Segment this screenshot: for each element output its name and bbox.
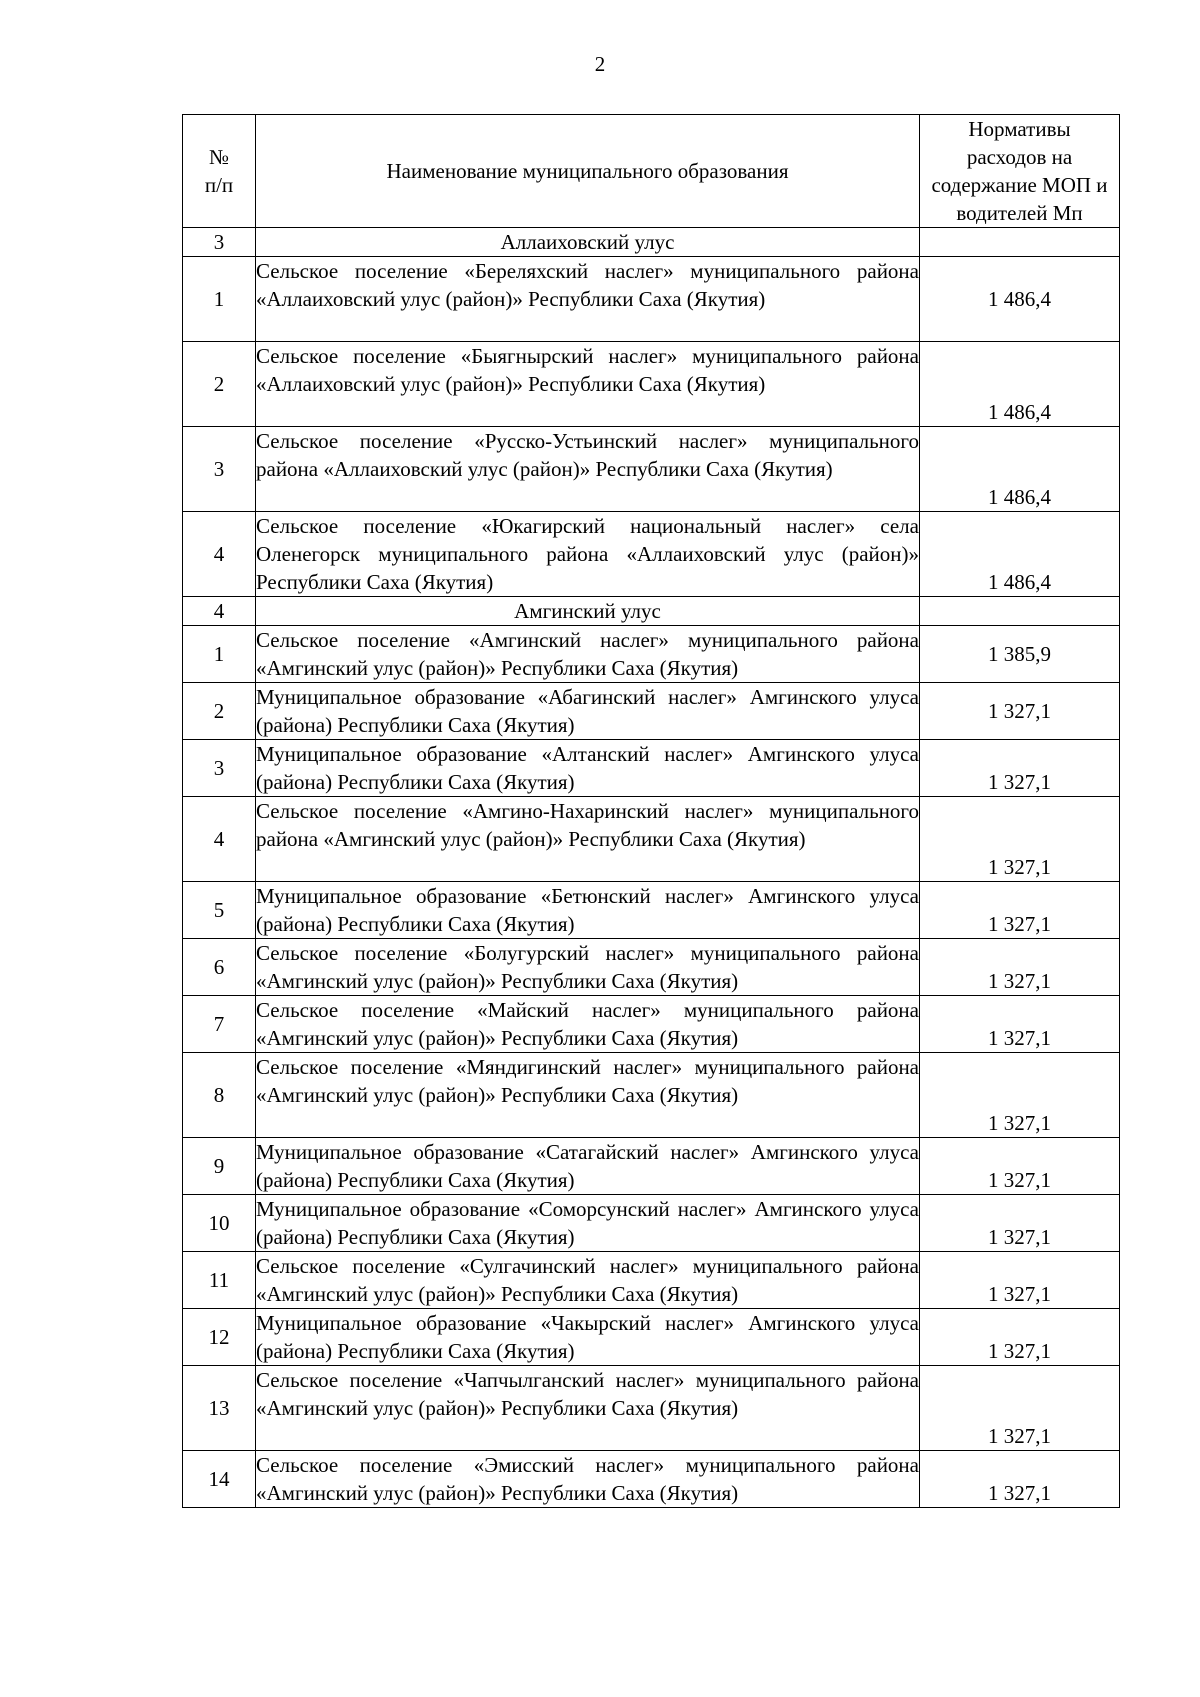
table-row: [183, 882, 1120, 939]
normatives-table: [182, 114, 1120, 1508]
row-number: 4: [183, 512, 256, 597]
table-row: [183, 1195, 1120, 1252]
row-name: Сельское поселение «Амгино-Нахаринский наслег» муниципального района «Амгинский улус (район)» Республики Саха (Якутия): [256, 797, 920, 882]
section-name: Амгинский улус: [256, 597, 920, 626]
row-name: Сельское поселение «Юкагирский национальный наслег» села Оленегорск муниципального района «Аллаиховский улус (район)» Республики Саха (Якутия): [256, 512, 920, 597]
table-row: [183, 427, 1120, 512]
header-norm: Нормативы расходов на содержание МОП и водителей Мп: [920, 115, 1120, 228]
row-number: 3: [183, 427, 256, 512]
row-value: 1 486,4: [920, 342, 1120, 427]
table-row: [183, 797, 1120, 882]
row-value: 1 486,4: [920, 257, 1120, 342]
table-row: [183, 1366, 1120, 1451]
section-row: [183, 597, 1120, 626]
row-value: 1 327,1: [920, 1053, 1120, 1138]
section-number: 3: [183, 228, 256, 257]
row-name: Муниципальное образование «Сатагайский наслег» Амгинского улуса (района) Республики Саха (Якутия): [256, 1138, 920, 1195]
table-row: [183, 1451, 1120, 1508]
row-value: 1 327,1: [920, 1451, 1120, 1508]
row-number: 9: [183, 1138, 256, 1195]
row-value: 1 486,4: [920, 512, 1120, 597]
row-value: 1 327,1: [920, 683, 1120, 740]
row-number: 8: [183, 1053, 256, 1138]
row-value: 1 327,1: [920, 1309, 1120, 1366]
row-name: Сельское поселение «Чапчылганский наслег» муниципального района «Амгинский улус (район)» Республики Саха (Якутия): [256, 1366, 920, 1451]
row-name: Муниципальное образование «Алтанский наслег» Амгинского улуса (района) Республики Саха (Якутия): [256, 740, 920, 797]
row-value: 1 327,1: [920, 740, 1120, 797]
row-value: 1 327,1: [920, 797, 1120, 882]
row-value: 1 327,1: [920, 1366, 1120, 1451]
row-name: Муниципальное образование «Соморсунский наслег» Амгинского улуса (района) Республики Саха (Якутия): [256, 1195, 920, 1252]
table-row: [183, 626, 1120, 683]
row-name: Муниципальное образование «Абагинский наслег» Амгинского улуса (района) Республики Саха (Якутия): [256, 683, 920, 740]
row-number: 5: [183, 882, 256, 939]
row-name: Муниципальное образование «Чакырский наслег» Амгинского улуса (района) Республики Саха (Якутия): [256, 1309, 920, 1366]
row-value: 1 385,9: [920, 626, 1120, 683]
section-number: 4: [183, 597, 256, 626]
row-value: 1 327,1: [920, 1252, 1120, 1309]
row-number: 1: [183, 257, 256, 342]
table-row: [183, 683, 1120, 740]
row-value: 1 327,1: [920, 1195, 1120, 1252]
page-number: 2: [594, 52, 606, 76]
row-number: 12: [183, 1309, 256, 1366]
row-value: 1 327,1: [920, 996, 1120, 1053]
table-row: [183, 1053, 1120, 1138]
table-row: [183, 1138, 1120, 1195]
table-header-row: [183, 115, 1120, 228]
section-norm-empty: [920, 228, 1120, 257]
table-row: [183, 512, 1120, 597]
row-name: Сельское поселение «Сулгачинский наслег» муниципального района «Амгинский улус (район)» Республики Саха (Якутия): [256, 1252, 920, 1309]
row-name: Сельское поселение «Быягнырский наслег» муниципального района «Аллаиховский улус (район)» Республики Саха (Якутия): [256, 342, 920, 427]
row-number: 14: [183, 1451, 256, 1508]
table-row: [183, 939, 1120, 996]
row-number: 4: [183, 797, 256, 882]
row-name: Сельское поселение «Эмисский наслег» муниципального района «Амгинский улус (район)» Республики Саха (Якутия): [256, 1451, 920, 1508]
row-number: 3: [183, 740, 256, 797]
header-number: № п/п: [183, 115, 256, 228]
table-row: [183, 740, 1120, 797]
table-row: [183, 257, 1120, 342]
row-number: 2: [183, 342, 256, 427]
row-value: 1 327,1: [920, 1138, 1120, 1195]
table-row: [183, 342, 1120, 427]
table-row: [183, 1252, 1120, 1309]
row-number: 1: [183, 626, 256, 683]
row-name: Сельское поселение «Береляхский наслег» муниципального района «Аллаиховский улус (район)» Республики Саха (Якутия): [256, 257, 920, 342]
row-number: 11: [183, 1252, 256, 1309]
row-value: 1 327,1: [920, 939, 1120, 996]
row-name: Сельское поселение «Болугурский наслег» муниципального района «Амгинский улус (район)» Республики Саха (Якутия): [256, 939, 920, 996]
row-value: 1 327,1: [920, 882, 1120, 939]
header-name: Наименование муниципального образования: [256, 115, 920, 228]
row-number: 10: [183, 1195, 256, 1252]
table-row: [183, 996, 1120, 1053]
section-name: Аллаиховский улус: [256, 228, 920, 257]
section-row: [183, 228, 1120, 257]
row-name: Сельское поселение «Амгинский наслег» муниципального района «Амгинский улус (район)» Республики Саха (Якутия): [256, 626, 920, 683]
section-norm-empty: [920, 597, 1120, 626]
row-name: Сельское поселение «Русско-Устьинский наслег» муниципального района «Аллаиховский улус (район)» Республики Саха (Якутия): [256, 427, 920, 512]
row-name: Сельское поселение «Майский наслег» муниципального района «Амгинский улус (район)» Республики Саха (Якутия): [256, 996, 920, 1053]
row-number: 7: [183, 996, 256, 1053]
row-number: 6: [183, 939, 256, 996]
row-number: 13: [183, 1366, 256, 1451]
table-row: [183, 1309, 1120, 1366]
row-name: Муниципальное образование «Бетюнский наслег» Амгинского улуса (района) Республики Саха (Якутия): [256, 882, 920, 939]
row-number: 2: [183, 683, 256, 740]
row-name: Сельское поселение «Мяндигинский наслег» муниципального района «Амгинский улус (район)» Республики Саха (Якутия): [256, 1053, 920, 1138]
row-value: 1 486,4: [920, 427, 1120, 512]
